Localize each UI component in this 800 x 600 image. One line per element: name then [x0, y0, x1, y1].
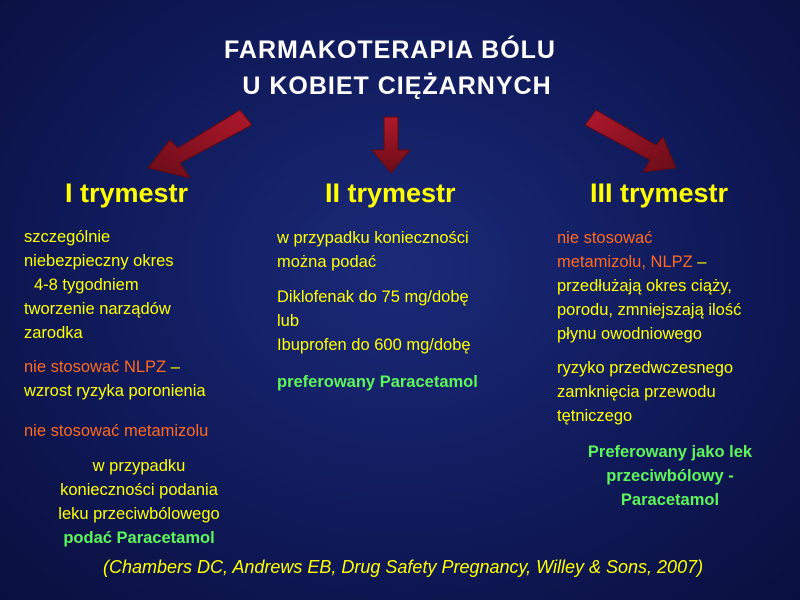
text-line: Diklofenak do 75 mg/dobę — [277, 288, 469, 306]
text-line: niebezpieczny okres — [24, 252, 174, 270]
col2-intro-text — [277, 226, 469, 274]
arrow-right-icon — [585, 110, 676, 172]
text-line: 4-8 tygodniem — [34, 276, 139, 294]
col3-risk-text — [557, 356, 733, 428]
recommended-drug-text: podać Paracetamol — [63, 529, 215, 547]
col2-dosage-text — [277, 285, 471, 357]
text-line: można podać — [277, 253, 377, 271]
col1-risk-text — [24, 225, 174, 345]
col3-recommendation — [556, 440, 784, 512]
col1-metamizol-warning: nie stosować metamizolu — [24, 422, 209, 440]
text-line: wzrost ryzyka poronienia — [24, 382, 206, 400]
text-line: w przypadku konieczności — [277, 229, 469, 247]
column-heading-trimester-1: I trymestr — [65, 178, 189, 208]
col2-recommended-drug: preferowany Paracetamol — [277, 373, 478, 391]
page-title-line-1: FARMAKOTERAPIA BÓLU — [224, 36, 556, 64]
text-line: porodu, zmniejszają ilość — [557, 301, 742, 319]
text-line: zamknięcia przewodu — [557, 383, 716, 401]
citation-text: (Chambers DC, Andrews EB, Drug Safety Pregnancy, Willey & Sons, 2007) — [103, 557, 704, 577]
arrow-left-icon — [148, 110, 252, 178]
text-line: tętniczego — [557, 407, 633, 425]
col3-warning-text — [557, 226, 741, 346]
text-line: szczególnie — [24, 228, 111, 246]
text-line: Ibuprofen do 600 mg/dobę — [277, 336, 471, 354]
text-line: tworzenie narządów — [24, 300, 171, 318]
text-line: Paracetamol — [620, 491, 720, 509]
arrow-middle-icon — [372, 117, 410, 173]
col1-recommendation — [24, 454, 254, 550]
text-line: Preferowany jako lek — [587, 443, 753, 461]
text-line: lub — [277, 312, 300, 330]
text-line: zarodka — [24, 324, 83, 342]
text-line: w przypadku — [92, 457, 186, 475]
arrows-graphic — [0, 0, 800, 200]
column-heading-trimester-2: II trymestr — [325, 178, 456, 208]
dash-text: – — [166, 358, 180, 376]
col1-nsaid-warning — [24, 355, 206, 403]
text-line: przedłużają okres ciąży, — [557, 277, 732, 295]
text-line: konieczności podania — [60, 481, 218, 499]
text-line: przeciwbólowy - — [606, 467, 734, 485]
text-line: leku przeciwbólowego — [58, 505, 220, 523]
warning-text: nie stosować — [557, 229, 653, 247]
warning-text: nie stosować NLPZ — [24, 358, 167, 376]
warning-text: metamizolu, NLPZ — [557, 253, 693, 271]
dash-text: – — [692, 253, 707, 271]
text-line: ryzyko przedwczesnego — [557, 359, 734, 377]
page-title-line-2: U KOBIET CIĘŻARNYCH — [242, 72, 552, 100]
column-heading-trimester-3: III trymestr — [590, 178, 729, 208]
text-line: płynu owodniowego — [557, 325, 702, 343]
